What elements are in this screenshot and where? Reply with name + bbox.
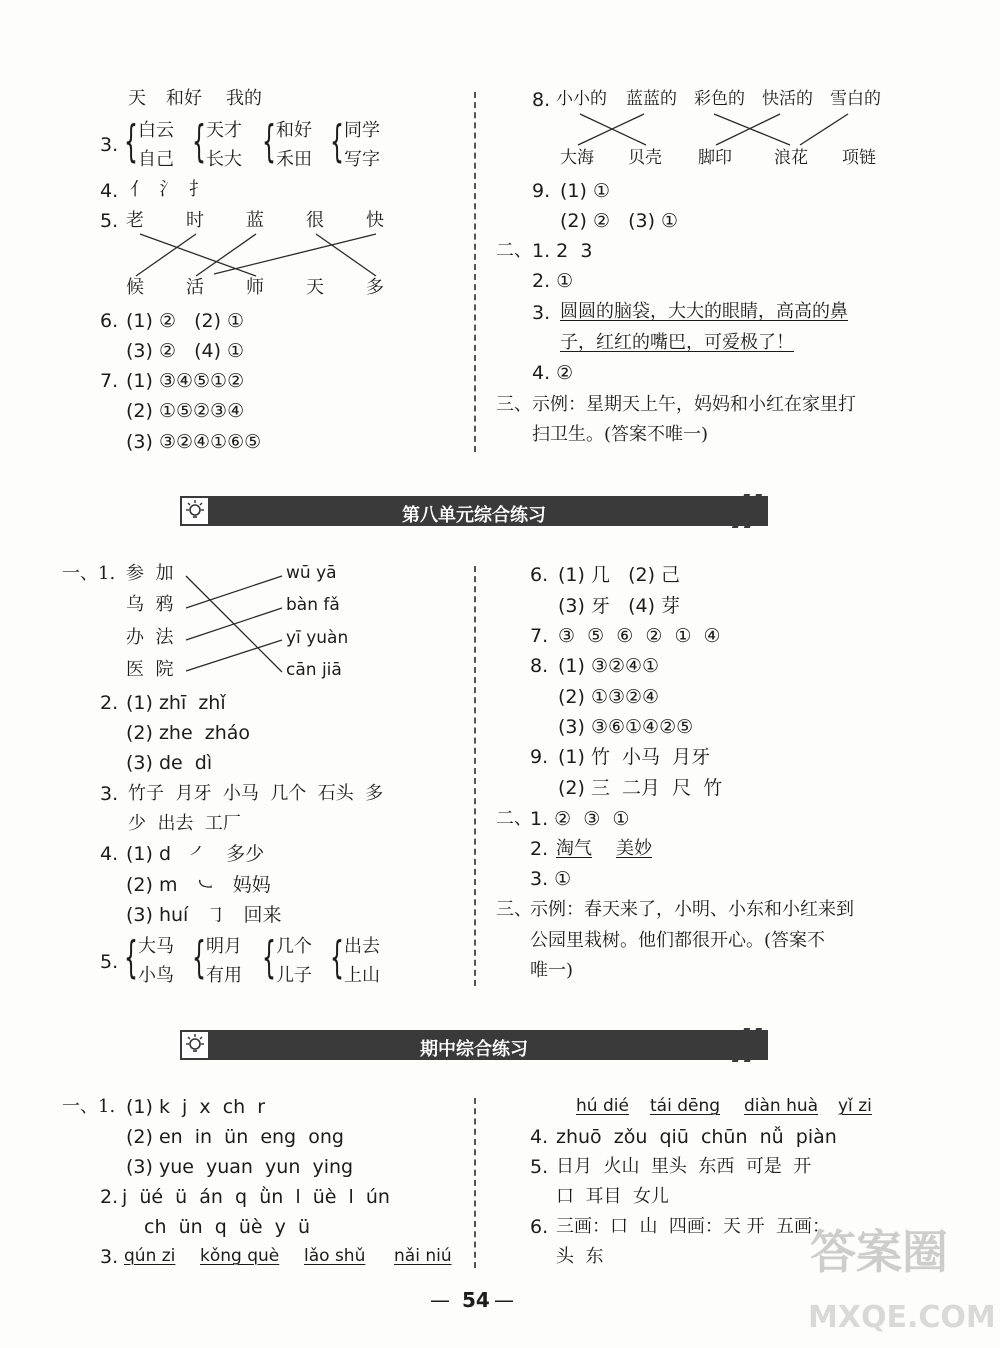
top-q2-word-2: 和好 xyxy=(166,88,202,109)
u8-q6-label: 6. xyxy=(530,564,549,586)
u8-q2-line2: (2) zhe zháo xyxy=(126,722,251,744)
u8-q5-pair4-a: 出去 xyxy=(344,936,380,957)
top-q3-pair4-a: 同学 xyxy=(344,120,380,141)
u8-q5-pair1-b: 小鸟 xyxy=(138,965,174,986)
u8-sec2-q2-b: 美妙 xyxy=(616,838,652,859)
top-q8-bottom-4: 浪花 xyxy=(774,148,808,168)
mid-q6-line1: 三画：口 山 四画：天 开 五画： xyxy=(556,1216,831,1237)
u8-q4-line2: (2) m ㇃ 妈妈 xyxy=(126,874,271,896)
top-q5-top-2: 时 xyxy=(186,210,204,231)
top-q8-top-4: 快活的 xyxy=(762,89,813,109)
u8-q1-word-1: 参 加 xyxy=(126,563,174,584)
mid-q5-line1: 日月 火山 里头 东西 可是 开 xyxy=(556,1156,812,1177)
match-line xyxy=(214,234,376,274)
match-line xyxy=(186,576,282,608)
u8-q5-label: 5. xyxy=(100,951,119,973)
u8-sec2-q3: 3. ① xyxy=(530,868,572,890)
top-sec2-q3-line2: 子，红红的嘴巴，可爱极了！ xyxy=(560,332,794,353)
u8-q9-line2: (2) 三 二月 尺 竹 xyxy=(558,777,723,799)
u8-q4-line1: (1) d ㇒ 多少 xyxy=(126,843,265,865)
top-q9-line1: (1) ① xyxy=(560,180,610,202)
top-q3-label: 3. xyxy=(100,134,119,156)
top-q6-line2: (3) ② (4) ① xyxy=(126,340,245,362)
mid-q3-item-2: kǒng què xyxy=(200,1246,280,1266)
top-q8-bottom-5: 项链 xyxy=(842,148,876,168)
u8-q8-label: 8. xyxy=(530,655,549,677)
section-title: 第八单元综合练习 xyxy=(402,505,546,526)
top-q9-line2: (2) ② (3) ① xyxy=(560,210,679,232)
top-q6-label: 6. xyxy=(100,310,119,332)
top-q5-top-4: 很 xyxy=(306,210,324,231)
top-q3-pair1-a: 白云 xyxy=(138,120,174,141)
mid-rt-item-3: diàn huà xyxy=(744,1096,819,1116)
brace-icon: { xyxy=(262,116,276,167)
brace-icon: { xyxy=(262,932,276,983)
top-sec2-q2: 2. ① xyxy=(532,270,574,292)
mid-q5-line2: 口 耳目 女儿 xyxy=(556,1186,669,1207)
top-q8-bottom-2: 贝壳 xyxy=(628,148,662,168)
u8-q7-text: ③ ⑤ ⑥ ② ① ④ xyxy=(558,625,721,647)
mid-q6-label: 6. xyxy=(530,1216,549,1238)
mid-q1-line2: (2) en in ün eng ong xyxy=(126,1126,344,1148)
mid-q5-label: 5. xyxy=(530,1156,549,1178)
brace-icon: { xyxy=(192,116,206,167)
mid-q2-line1: j üé ü án q ǜn l üè l ún xyxy=(122,1186,390,1208)
top-q5-bottom-3: 师 xyxy=(246,277,264,298)
page-number-dash: — xyxy=(430,1288,450,1312)
u8-q2-line3: (3) de dì xyxy=(126,752,213,774)
top-q5-top-3: 蓝 xyxy=(246,210,264,231)
top-q8-top-2: 蓝蓝的 xyxy=(626,89,677,109)
top-q7-label: 7. xyxy=(100,370,119,392)
match-line xyxy=(316,234,376,276)
top-q4-text: 亻 氵 扌 xyxy=(130,179,207,200)
top-sec2-label: 二、 xyxy=(496,240,532,261)
match-line xyxy=(186,608,282,640)
mid-q4-label: 4. xyxy=(530,1126,549,1148)
top-sec2-q3-label: 3. xyxy=(532,302,551,324)
match-line xyxy=(800,114,848,145)
mid-q2-line2: ch ün q üè y ü xyxy=(144,1216,311,1238)
top-sec3-label: 三、 xyxy=(496,394,532,415)
u8-q9-line1: (1) 竹 小马 月牙 xyxy=(558,746,711,768)
top-q8-top-3: 彩色的 xyxy=(694,89,745,109)
top-q5-bottom-4: 天 xyxy=(306,277,324,298)
u8-q1-word-4: 医 院 xyxy=(126,659,174,680)
u8-q1-pinyin-2: bàn fǎ xyxy=(286,595,340,615)
section-title: 期中综合练习 xyxy=(420,1039,528,1060)
top-q7-line1: (1) ③④⑤①② xyxy=(126,370,245,392)
top-q4-label: 4. xyxy=(100,180,119,202)
mid-rt-item-1: hú dié xyxy=(576,1096,629,1116)
top-q8-label: 8. xyxy=(532,89,551,111)
watermark-url: MXQE.COM xyxy=(808,1300,996,1335)
mid-q6-line2: 头 东 xyxy=(556,1246,604,1267)
top-q2-word-3: 我的 xyxy=(226,88,262,109)
top-q8-top-5: 雪白的 xyxy=(830,89,881,109)
top-sec2-q1: 1. 2 3 xyxy=(532,240,593,262)
top-sec3-line1: 示例：星期天上午，妈妈和小红在家里打 xyxy=(532,394,856,415)
top-sec2-q4: 4. ② xyxy=(532,362,574,384)
u8-q5-pair4-b: 上山 xyxy=(344,965,380,986)
top-q3-pair3-a: 和好 xyxy=(276,120,312,141)
u8-q1-pinyin-3: yī yuàn xyxy=(286,628,349,648)
u8-sec2-q1: 1. ② ③ ① xyxy=(530,808,630,830)
mid-rt-item-4: yǐ zi xyxy=(838,1096,872,1116)
u8-q3-line1: 竹子 月牙 小马 几个 石头 多 xyxy=(128,783,384,804)
match-line xyxy=(186,640,282,671)
match-line xyxy=(578,114,644,145)
u8-q1-word-2: 乌 鸦 xyxy=(126,594,174,615)
top-sec3-line2: 扫卫生。(答案不唯一) xyxy=(532,424,709,445)
u8-sec3-line3: 唯一) xyxy=(530,960,574,981)
top-q2-word-1: 天 xyxy=(128,88,146,109)
top-q7-line2: (2) ①⑤②③④ xyxy=(126,400,245,422)
top-q3-pair4-b: 写字 xyxy=(344,149,380,170)
u8-sec3-line1: 示例：春天来了，小明、小东和小红来到 xyxy=(530,899,854,920)
top-q5-bottom-2: 活 xyxy=(186,277,204,298)
u8-q8-line1: (1) ③②④① xyxy=(558,655,660,677)
u8-sec2-q2-a: 淘气 xyxy=(556,838,592,859)
u8-q5-pair3-b: 儿子 xyxy=(276,965,312,986)
brace-icon: { xyxy=(124,932,138,983)
match-line xyxy=(296,234,316,276)
mid-q3-label: 3. xyxy=(100,1246,119,1268)
match-line xyxy=(196,234,256,276)
top-q8-bottom-3: 脚印 xyxy=(698,148,732,168)
u8-sec1-label: 一、1. xyxy=(62,563,116,584)
u8-sec3-label: 三、 xyxy=(496,899,532,920)
u8-q1-word-3: 办 法 xyxy=(126,627,174,648)
top-q5-top-5: 快 xyxy=(366,210,384,231)
mid-q1-line3: (3) yue yuan yun ying xyxy=(126,1156,354,1178)
u8-q4-line3: (3) huí ㇆ 回来 xyxy=(126,904,282,926)
page-number: 54 xyxy=(462,1288,490,1312)
top-q5-bottom-5: 多 xyxy=(366,277,384,298)
top-q3-pair1-b: 自己 xyxy=(138,149,174,170)
u8-q7-label: 7. xyxy=(530,625,549,647)
match-line xyxy=(136,234,196,276)
match-line xyxy=(580,114,646,145)
u8-q3-line2: 少 出去 工厂 xyxy=(128,813,241,834)
brace-icon: { xyxy=(124,116,138,167)
match-line xyxy=(140,234,256,276)
u8-q2-line1: (1) zhī zhǐ xyxy=(126,692,226,714)
u8-sec3-line2: 公园里栽树。他们都很开心。(答案不 xyxy=(530,930,826,951)
u8-q1-pinyin-4: cān jiā xyxy=(286,660,342,680)
brace-icon: { xyxy=(330,932,344,983)
mid-q2-label: 2. xyxy=(100,1186,119,1208)
u8-q5-pair2-b: 有用 xyxy=(206,965,242,986)
top-q9-label: 9. xyxy=(532,180,551,202)
brace-icon: { xyxy=(330,116,344,167)
u8-q6-line1: (1) 几 (2) 己 xyxy=(558,564,681,586)
mid-q3-item-1: qún zi xyxy=(124,1246,176,1266)
top-q3-pair2-a: 天才 xyxy=(206,120,242,141)
u8-q1-pinyin-1: wū yā xyxy=(286,563,337,583)
top-q5-bottom-1: 候 xyxy=(126,277,144,298)
u8-q5-pair3-a: 几个 xyxy=(276,936,312,957)
u8-q4-label: 4. xyxy=(100,843,119,865)
watermark-text: 答案圈 xyxy=(810,1225,948,1279)
mid-sec1-label: 一、1. xyxy=(62,1096,116,1117)
mid-rt-item-2: tái dēng xyxy=(650,1096,721,1116)
u8-q6-line2: (3) 牙 (4) 芽 xyxy=(558,595,681,617)
u8-q5-pair2-a: 明月 xyxy=(206,936,242,957)
top-sec2-q3-line1: 圆圆的脑袋，大大的眼睛，高高的鼻 xyxy=(560,301,848,322)
mid-q1-line1: (1) k j x ch r xyxy=(126,1096,266,1118)
u8-q2-label: 2. xyxy=(100,692,119,714)
u8-sec2-q2-label: 2. xyxy=(530,838,549,860)
u8-q3-label: 3. xyxy=(100,783,119,805)
top-q5-label: 5. xyxy=(100,210,119,232)
top-q8-bottom-1: 大海 xyxy=(560,148,594,168)
page-number-dash: — xyxy=(494,1288,514,1312)
u8-q5-pair1-a: 大马 xyxy=(138,936,174,957)
brace-icon: { xyxy=(192,932,206,983)
top-q6-line1: (1) ② (2) ① xyxy=(126,310,245,332)
u8-q8-line2: (2) ①③②④ xyxy=(558,686,660,708)
u8-q9-label: 9. xyxy=(530,746,549,768)
mid-q3-item-3: lǎo shǔ xyxy=(304,1246,366,1266)
u8-q8-line3: (3) ③⑥①④②⑤ xyxy=(558,716,694,738)
mid-q4-text: zhuō zǒu qiū chūn nǚ piàn xyxy=(556,1126,837,1148)
top-q3-pair2-b: 长大 xyxy=(206,149,242,170)
top-q7-line3: (3) ③②④①⑥⑤ xyxy=(126,431,262,453)
mid-q3-item-4: nǎi niú xyxy=(394,1246,452,1266)
top-q3-pair3-b: 禾田 xyxy=(276,149,312,170)
u8-sec2-label: 二、 xyxy=(496,808,532,829)
top-q5-top-1: 老 xyxy=(126,210,144,231)
top-q8-top-1: 小小的 xyxy=(556,89,607,109)
